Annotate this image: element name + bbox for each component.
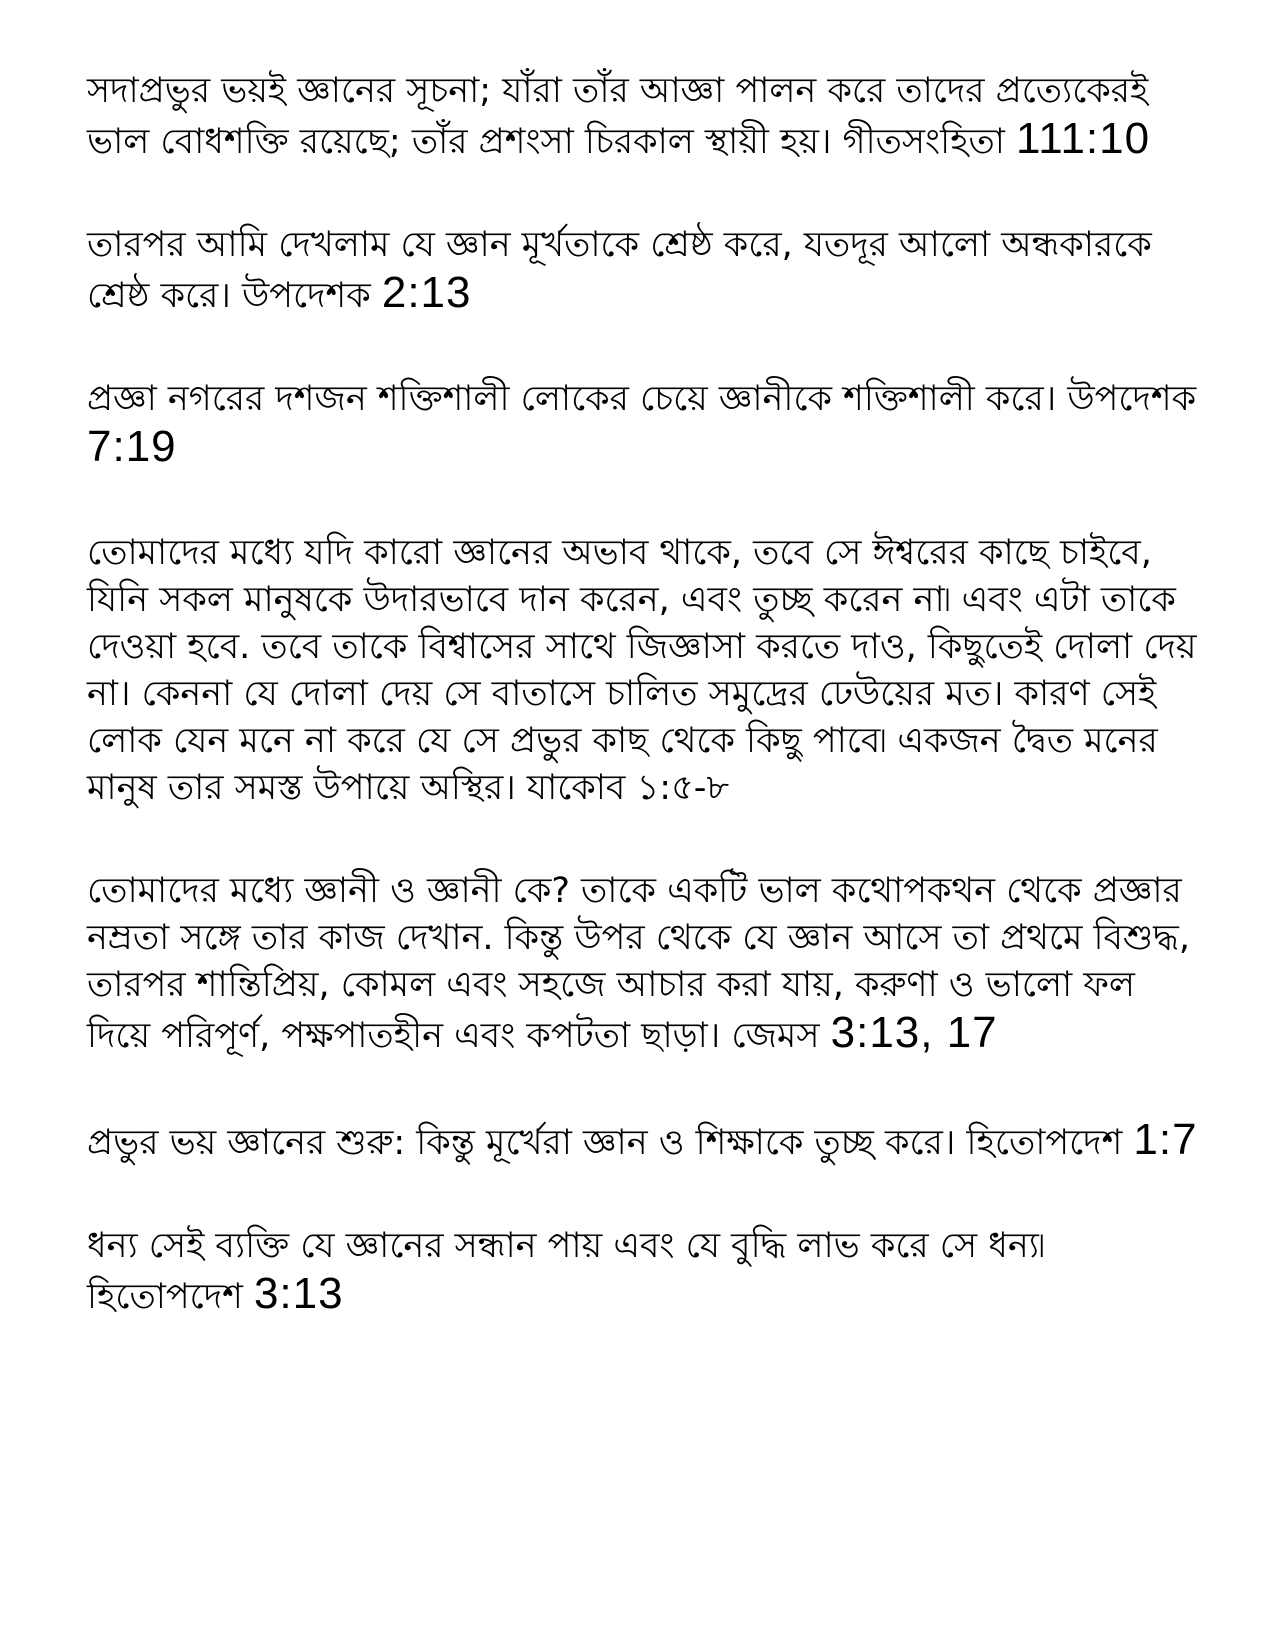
reference-number: 2:13 (381, 268, 472, 317)
reference-number: ১:৫-৮ (636, 768, 730, 808)
verse-text: তোমাদের মধ্যে জ্ঞানী ও জ্ঞানী কে? তাকে একটি ভাল কথোপকথন থেকে প্রজ্ঞার নম্রতা সঙ্গে তার কাজ দেখান. কিন্তু উপর থেকে যে জ্ঞান আসে তা প্রথমে বিশুদ্ধ, তারপর শান্তিপ্রিয়, কোমল এবং সহজে আচার করা যায়, করুণা ও ভালো ফল দিয়ে পরিপূর্ণ, পক্ষপাতহীন এবং কপটতা ছাড়া। (87, 871, 1190, 1056)
verse-paragraph-7 (87, 1223, 1207, 1321)
verse-text: তোমাদের মধ্যে যদি কারো জ্ঞানের অভাব থাকে, তবে সে ঈশ্বরের কাছে চাইবে, যিনি সকল মানুষকে উদারভাবে দান করেন, এবং তুচ্ছ করেন না৷ এবং এটা তাকে দেওয়া হবে. তবে তাকে বিশ্বাসের সাথে জিজ্ঞাসা করতে দাও, কিছুতেই দোলা দেয় না। কেননা যে দোলা দেয় সে বাতাসে চালিত সমুদ্রের ঢেউয়ের মত। কারণ সেই লোক যেন মনে না করে যে সে প্রভুর কাছ থেকে কিছু পাবে৷ একজন দ্বৈত মনের মানুষ তার সমস্ত উপায়ে অস্থির। (87, 533, 1197, 808)
reference-number: 1:7 (1133, 1115, 1198, 1164)
reference-number: 7:19 (87, 422, 177, 471)
reference-book: উপদেশক (242, 276, 371, 316)
verse-paragraph-1 (87, 68, 1207, 166)
verse-text: প্রজ্ঞা নগরের দশজন শক্তিশালী লোকের চেয়ে জ্ঞানীকে শক্তিশালী করে। (87, 379, 1057, 419)
reference-number: 3:13 (253, 1269, 344, 1318)
reference-book: উপদেশক (1067, 379, 1197, 419)
verse-reference (527, 768, 729, 808)
verse-reference (242, 268, 472, 317)
verse-text: প্রভুর ভয় জ্ঞানের শুরু: কিন্তু মূর্খেরা জ্ঞান ও শিক্ষাকে তুচ্ছ করে। (87, 1123, 956, 1163)
verse-paragraph-4 (87, 530, 1207, 812)
verse-paragraph-2 (87, 222, 1207, 320)
verse-text: সদাপ্রভুর ভয়ই জ্ঞানের সূচনা; যাঁরা তাঁর আজ্ঞা পালন করে তাদের প্রত্যেকেরই ভাল বোধশক্তি রয়েছে; তাঁর প্রশংসা চিরকাল স্থায়ী হয়। (87, 71, 1149, 162)
verse-reference (87, 1269, 344, 1318)
reference-book: হিতোপদেশ (966, 1123, 1123, 1163)
verse-paragraph-6 (87, 1116, 1207, 1167)
verse-paragraph-3 (87, 376, 1207, 474)
verse-reference (842, 114, 1151, 163)
verse-text: ধন্য সেই ব্যক্তি যে জ্ঞানের সন্ধান পায় এবং যে বুদ্ধি লাভ করে সে ধন্য৷ (87, 1226, 1045, 1266)
verse-reference (731, 1008, 998, 1057)
document-page (87, 68, 1207, 1377)
reference-number: 3:13, 17 (830, 1008, 998, 1057)
verse-text: তারপর আমি দেখলাম যে জ্ঞান মূর্খতাকে শ্রেষ্ঠ করে, যতদূর আলো অন্ধকারকে শ্রেষ্ঠ করে। (87, 225, 1152, 316)
reference-number: 111:10 (1016, 114, 1151, 163)
reference-book: হিতোপদেশ (87, 1277, 243, 1317)
verse-reference (966, 1115, 1198, 1164)
verse-paragraph-5 (87, 868, 1207, 1060)
reference-book: গীতসংহিতা (842, 122, 1005, 162)
reference-book: যাকোব (526, 768, 626, 808)
reference-book: জেমস (731, 1016, 820, 1056)
